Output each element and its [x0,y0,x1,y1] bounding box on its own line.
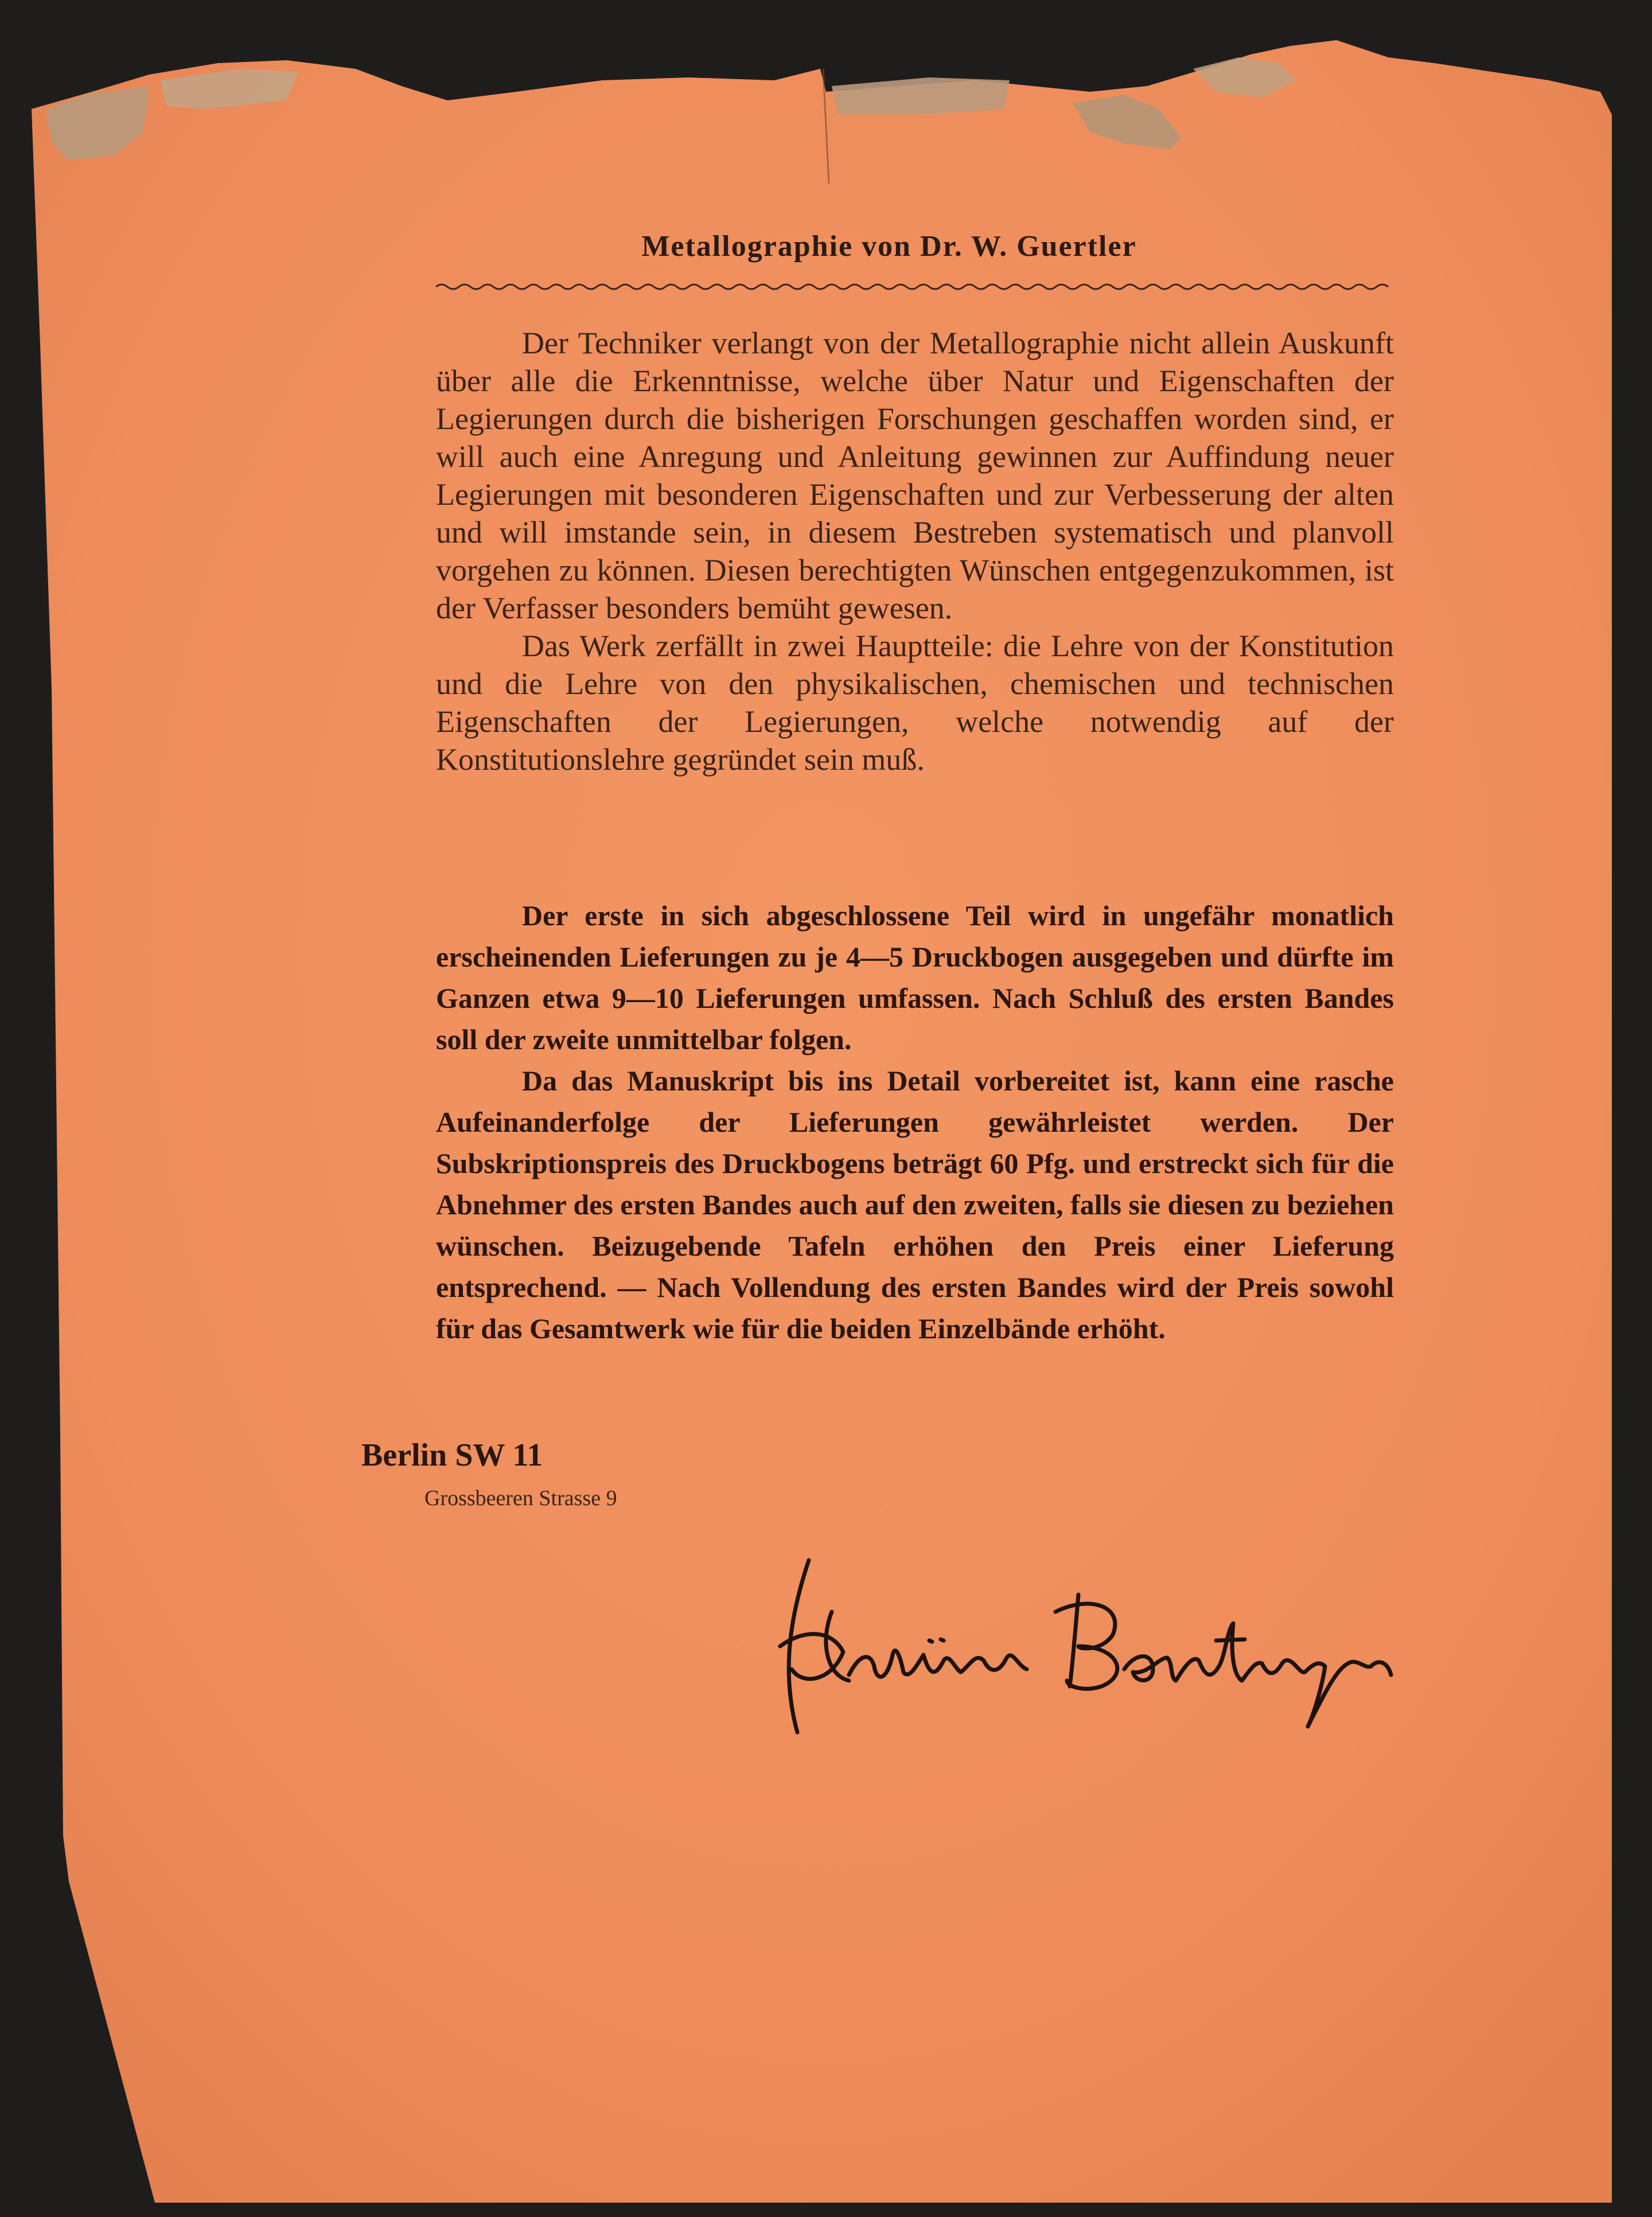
location: Berlin SW 11 [361,1437,543,1473]
intro-paragraph: Das Werk zerfällt in zwei Hauptteile: die Lehre von der Konstitution und die Lehre von den physikalischen, chemischen und technischen Eigenschaften der Legierungen, welche notwendig auf der Konstitutionslehre gegründet sein muß. [436,629,1394,777]
handwritten-signature-icon [757,1543,1446,1750]
intro-paragraph: Der Techniker verlangt von der Metallographie nicht allein Auskunft über alle die Erkenntnisse, welche über Natur und Eigenschaften der Legierungen durch die bisherigen Forschungen geschaffen worden sind, er will auch eine Anregung und Anleitung gewinnen zur Auffindung neuer Legierungen mit besonderen Eigenschaften und zur Verbesserung der alten und will imstande sein, in diesem Bestreben systematisch und planvoll vorgehen zu können. Diesen berechtigten Wünschen entgegenzukommen, ist der Verfasser besonders bemüht gewesen. [436,326,1394,625]
notice-section [436,895,1394,1349]
address: Grossbeeren Strasse 9 [424,1486,617,1510]
document-heading: Metallographie von Dr. W. Guertler [641,230,1137,263]
intro-section [436,324,1394,778]
notice-paragraph: Der erste in sich abgeschlossene Teil wird in ungefähr monatlich erscheinenden Lieferungen zu je 4—5 Druckbogen ausgegeben und dürfte im Ganzen etwa 9—10 Lieferungen umfassen. Nach Schluß des ersten Bandes soll der zweite unmittelbar folgen. [436,899,1394,1055]
decorative-rule [436,280,1394,294]
notice-paragraph: Da das Manuskript bis ins Detail vorbereitet ist, kann eine rasche Aufeinanderfolge der Lieferungen gewährleistet werden. Der Subskriptionspreis des Druckbogens beträgt 60 Pfg. und erstreckt sich für die Abnehmer des ersten Bandes auch auf den zweiten, falls sie diesen zu beziehen wünschen. Beizugebende Tafeln erhöhen den Preis einer Lieferung entsprechend. — Nach Vollendung des ersten Bandes wird der Preis sowohl für das Gesamtwerk wie für die beiden Einzelbände erhöht. [436,1065,1394,1345]
